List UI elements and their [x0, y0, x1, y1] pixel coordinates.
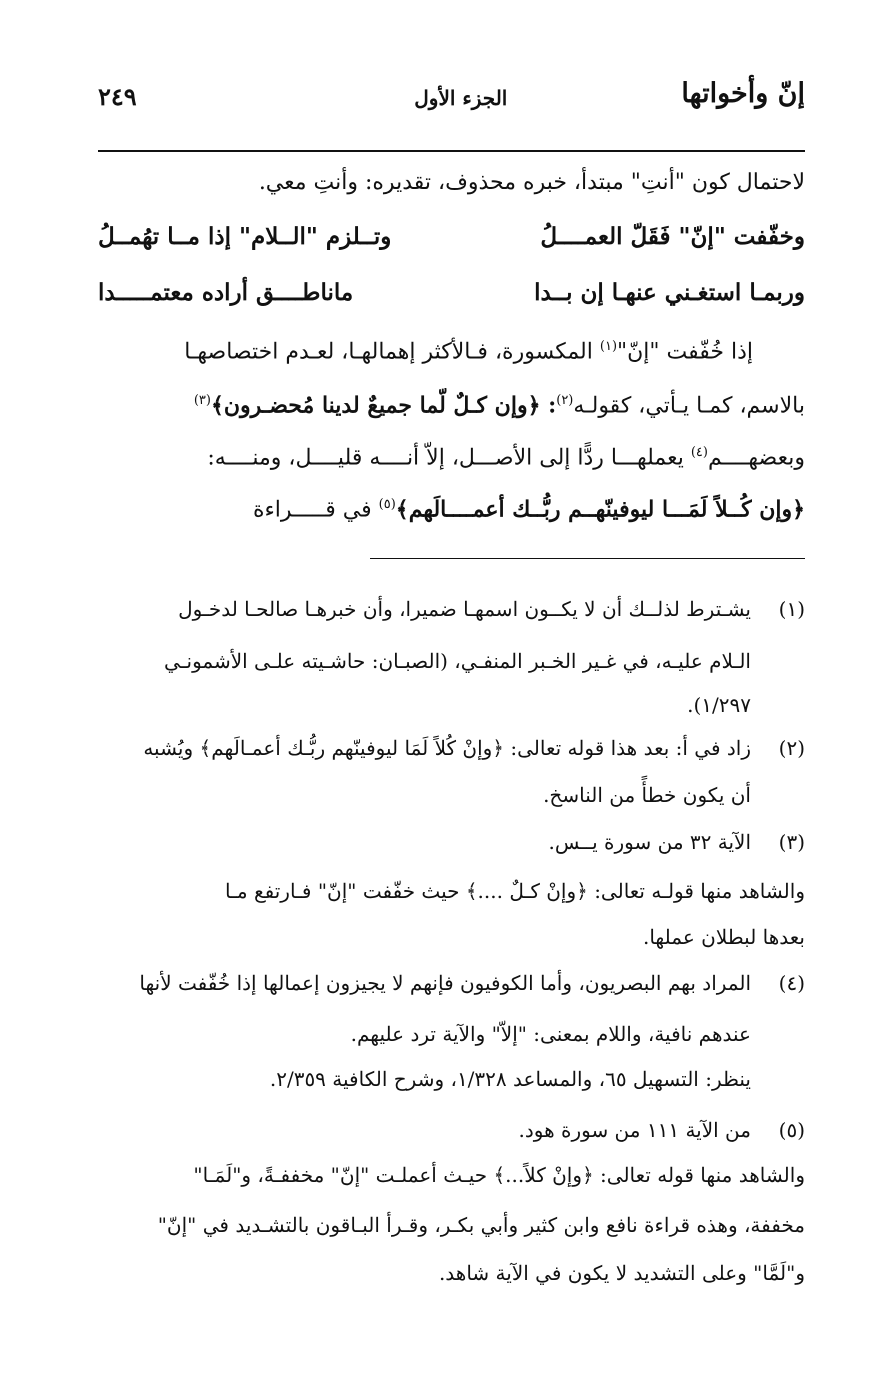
volume-label: الجزء الأول	[414, 86, 508, 110]
footnote-line: أن يكون خطأً من الناسخ.	[543, 783, 751, 807]
footnote-number: (٥)	[778, 1118, 805, 1142]
footnote-line: الـلام عليـه، في غـير الخـبر المنفـي، (الصبـان: حاشـيته علـى الأشمونـي	[163, 649, 751, 673]
footnote-line: ينظر: التسهيل ٦٥، والمساعد ١/٣٢٨، وشرح الكافية ٢/٣٥٩.	[269, 1067, 751, 1091]
footnote-line: عندهم نافية، واللام بمعنى: "إلاّ" والآية ترد عليهم.	[350, 1022, 751, 1046]
page-number: ٢٤٩	[98, 82, 137, 111]
chapter-title: إنّ وأخواتها	[681, 78, 805, 109]
paragraph-line: وبعضهــــم$^{(٤)}$ يعملهـــا ردًّا إلى الأصـــل، إلاّ أنــــه قليــــل، ومنــــه:	[207, 445, 805, 471]
footnote-line: المراد بهم البصريون، وأما الكوفيون فإنهم لا يجيزون إعمالها إذا خُفّفت لأنها	[139, 971, 751, 995]
footnote-line: والشاهد منها قوله تعالى: ﴿وإنْ كلاً...﴾ حيـث أعملـت "إنّ" مخففـةً، و"لَمَـا"	[193, 1163, 805, 1187]
footnote-line: الآية ٣٢ من سورة يــس.	[548, 830, 751, 854]
footnote-line: و"لَمَّا" وعلى التشديد لا يكون في الآية شاهد.	[438, 1261, 805, 1285]
verse-line	[98, 222, 805, 256]
footnote-ref: (٣)	[193, 393, 211, 408]
footnote-line: مخففة، وهذه قراءة نافع وابن كثير وأبي بكـر، وقـرأ البـاقون بالتشـديد في "إنّ"	[157, 1213, 805, 1237]
header-rule	[98, 150, 805, 152]
verse-hemistich: وتــلزم "الــلام" إذا مــا تهُمــلُ	[98, 223, 392, 250]
running-header	[98, 78, 805, 122]
footnote-separator	[370, 558, 805, 559]
paragraph-line: ﴿وإن كُــلاً لَمَـــا ليوفينّهــم ربُّــك أعمــــالَهم﴾$^{(٥)}$ في قـــــراءة	[252, 496, 805, 523]
footnote-ref: (٥)	[378, 497, 396, 512]
footnote-line: زاد في أ: بعد هذا قوله تعالى: ﴿وإنْ كُلاً لَمَا ليوفينّهم ربُّـك أعمـالَهم﴾ ويُشبه	[143, 736, 751, 760]
paragraph-line: بالاسم، كمـا يـأتي، كقولـه$^{(٢)}$: ﴿وإن كـلٌ لّما جميعٌ لدينا مُحضـرون﴾$^{(٣)}$	[193, 392, 805, 419]
verse-hemistich: وربمـا استغـني عنهـا إن بــدا	[534, 279, 805, 306]
footnote-number: (٢)	[778, 736, 805, 760]
footnote-number: (١)	[778, 597, 805, 621]
verse-line	[98, 278, 805, 312]
footnote-line: من الآية ١١١ من سورة هود.	[518, 1118, 751, 1142]
quran-quote: : ﴿وإن كـلٌ لّما جميعٌ لدينا مُحضـرون﴾	[210, 392, 557, 419]
footnote-line: يشـترط لذلــك أن لا يكــون اسمهـا ضميرا، وأن خبرهـا صالحـا لدخـول	[178, 597, 751, 621]
footnote-line: بعدها لبطلان عملها.	[642, 925, 805, 949]
footnote-line: والشاهد منها قولـه تعالى: ﴿وإنْ كـلٌ ....﴾ حيث خفّفت "إنّ" فـارتفع مـا	[224, 879, 805, 903]
footnote-ref: (٤)	[690, 445, 708, 460]
quran-quote: ﴿وإن كُــلاً لَمَـــا ليوفينّهــم ربُّــك أعمــــالَهم﴾	[395, 496, 805, 523]
text-line: لاحتمال كون "أنتِ" مبتدأ، خبره محذوف، تقديره: وأنتِ معي.	[258, 170, 805, 195]
footnote-ref: (٢)	[556, 393, 574, 408]
footnote-number: (٣)	[778, 830, 805, 854]
footnote-line: ١/٢٩٧).	[687, 693, 751, 717]
footnote-number: (٤)	[778, 971, 805, 995]
footnote-ref: (١)	[599, 339, 618, 354]
verse-hemistich: وخفّفت "إنّ" فَقَلّ العمــــلُ	[540, 223, 805, 250]
verse-hemistich: ماناطــــق أراده معتمـــــدا	[98, 279, 354, 306]
paragraph-line: إذا خُفّفت "إنّ"$^{(١)}$ المكسورة، فـالأكثر إهمالهـا، لعـدم اختصاصهـا	[184, 339, 753, 365]
